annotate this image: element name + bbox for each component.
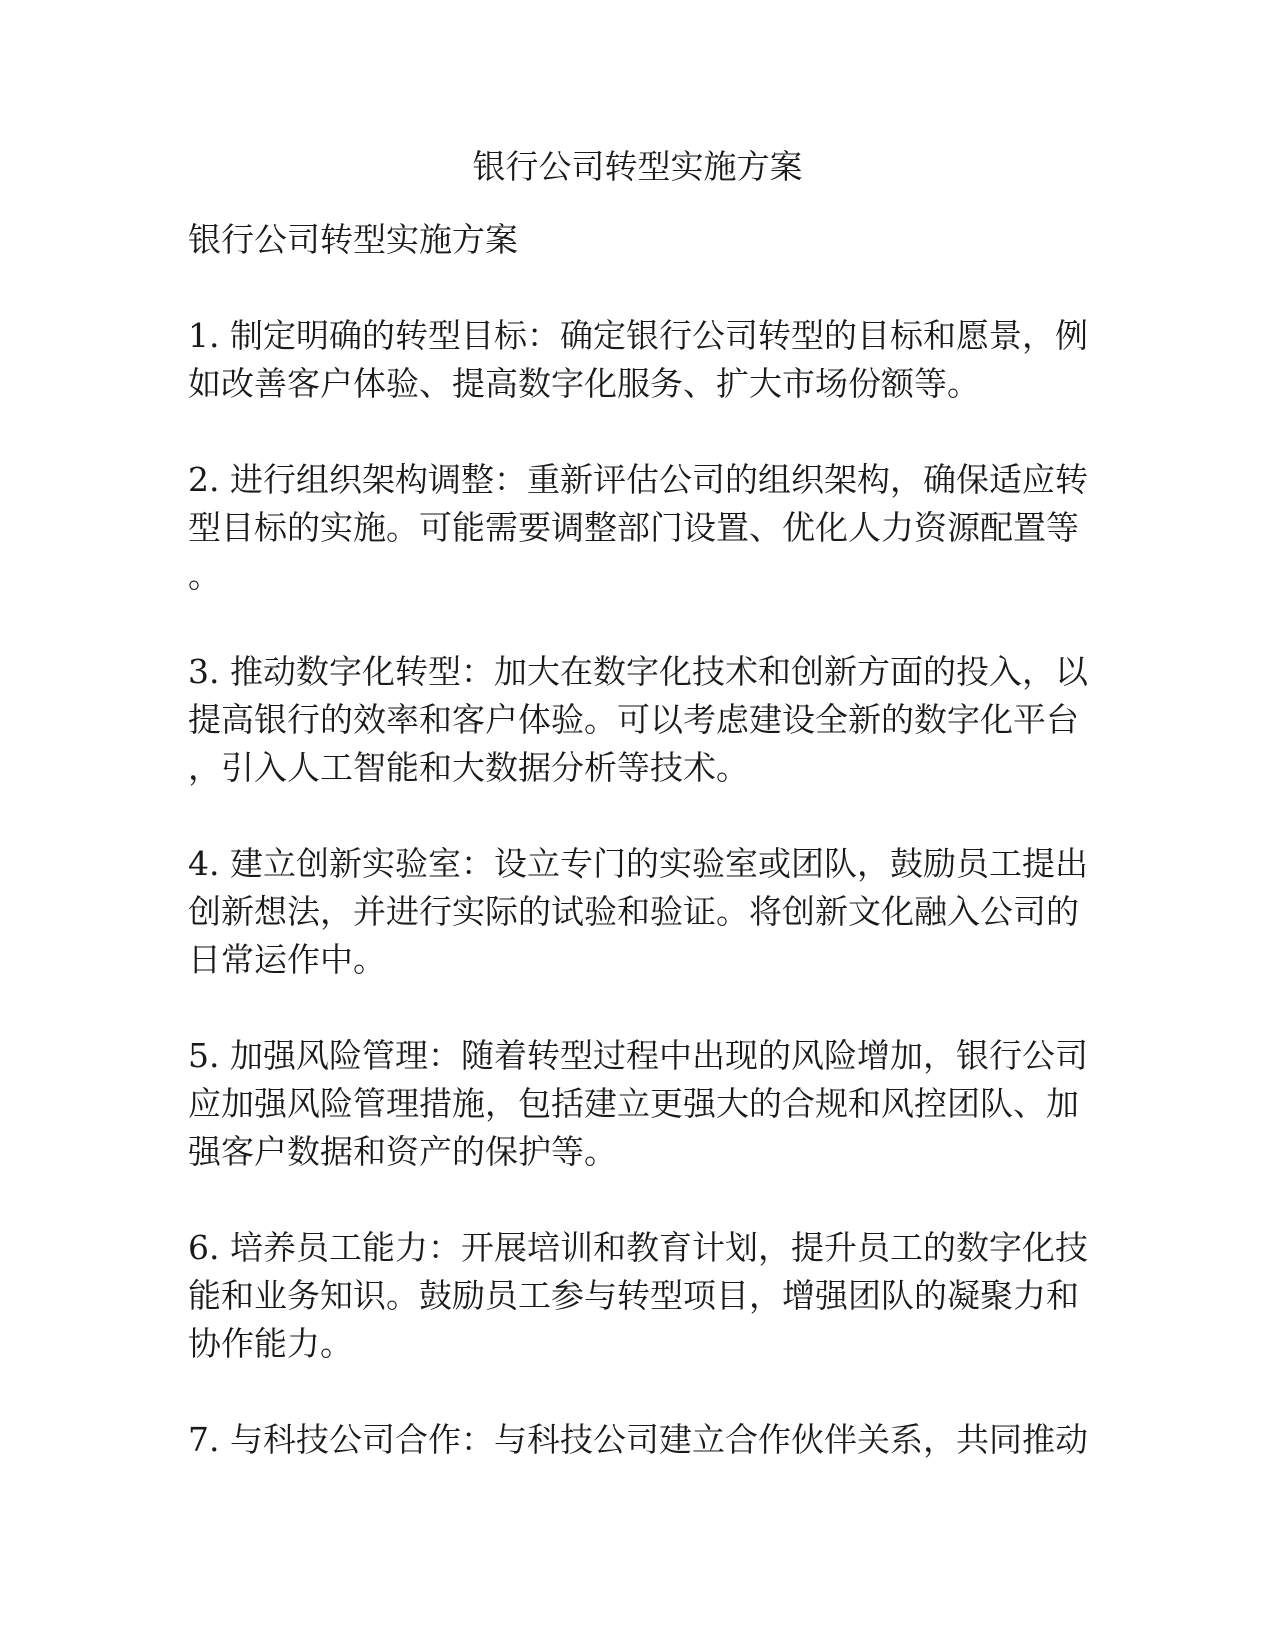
item-text-line: 能和业务知识。鼓励员工参与转型项目，增强团队的凝聚力和 <box>188 1276 1079 1315</box>
document-title: 银行公司转型实施方案 <box>472 147 803 186</box>
document-subtitle: 银行公司转型实施方案 <box>188 220 518 259</box>
item-text-line: 1. 制定明确的转型目标：确定银行公司转型的目标和愿景，例 <box>188 316 1088 355</box>
item-text-line: 型目标的实施。可能需要调整部门设置、优化人力资源配置等 <box>188 508 1079 547</box>
item-text-line: ，引入人工智能和大数据分析等技术。 <box>188 748 749 787</box>
item-text-line: 应加强风险管理措施，包括建立更强大的合规和风控团队、加 <box>188 1084 1079 1123</box>
item-text-line: 创新想法，并进行实际的试验和验证。将创新文化融入公司的 <box>188 892 1079 931</box>
plan-item-6 <box>188 1224 1088 1368</box>
item-text-line: 4. 建立创新实验室：设立专门的实验室或团队，鼓励员工提出 <box>188 844 1088 883</box>
item-text-line: 强客户数据和资产的保护等。 <box>188 1132 617 1171</box>
document-body <box>188 216 1088 1464</box>
plan-item-3 <box>188 648 1088 792</box>
plan-item-4 <box>188 840 1088 984</box>
plan-item-7 <box>188 1416 1088 1464</box>
item-text-line: 。 <box>188 556 221 595</box>
plan-item-list <box>188 312 1088 1464</box>
item-text-line: 2. 进行组织架构调整：重新评估公司的组织架构，确保适应转 <box>188 460 1088 499</box>
plan-item-1 <box>188 312 1088 408</box>
item-text-line: 6. 培养员工能力：开展培训和教育计划，提升员工的数字化技 <box>188 1228 1088 1267</box>
item-text-line: 7. 与科技公司合作：与科技公司建立合作伙伴关系，共同推动 <box>188 1420 1088 1459</box>
item-text-line: 5. 加强风险管理：随着转型过程中出现的风险增加，银行公司 <box>188 1036 1088 1075</box>
item-text-line: 3. 推动数字化转型：加大在数字化技术和创新方面的投入，以 <box>188 652 1088 691</box>
item-text-line: 日常运作中。 <box>188 940 386 979</box>
item-text-line: 如改善客户体验、提高数字化服务、扩大市场份额等。 <box>188 364 980 403</box>
plan-item-5 <box>188 1032 1088 1176</box>
item-text-line: 提高银行的效率和客户体验。可以考虑建设全新的数字化平台 <box>188 700 1079 739</box>
plan-item-2 <box>188 456 1088 600</box>
item-text-line: 协作能力。 <box>188 1324 353 1363</box>
